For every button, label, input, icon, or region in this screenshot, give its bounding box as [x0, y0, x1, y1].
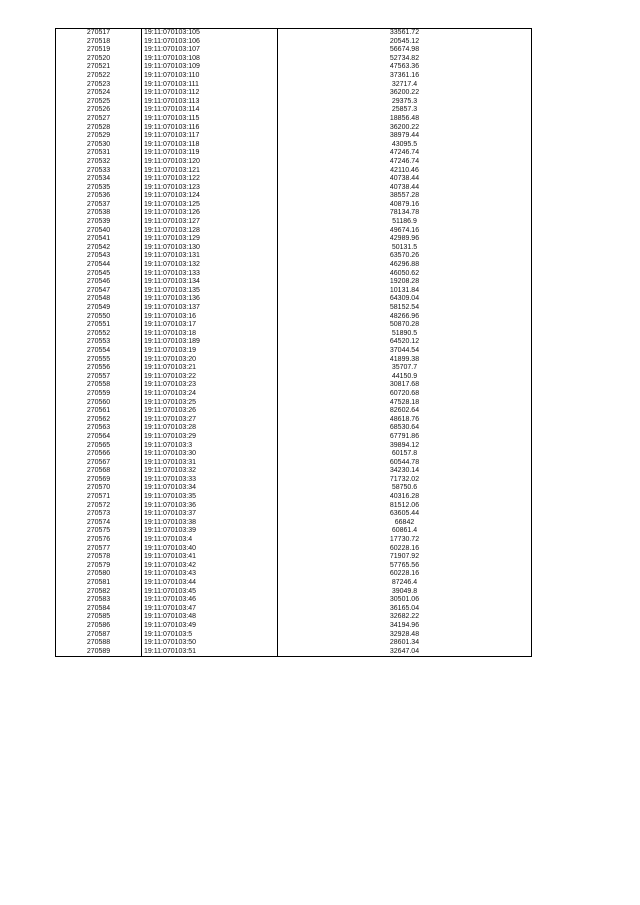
cadastral-number-cell: 19:11:070103:38	[142, 519, 278, 528]
table-row	[56, 545, 532, 554]
record-number-cell: 270570	[56, 484, 142, 493]
amount-cell: 18856.48	[278, 115, 532, 124]
cadastral-number-cell: 19:11:070103:119	[142, 149, 278, 158]
cadastral-number-cell: 19:11:070103:137	[142, 304, 278, 313]
table-row	[56, 356, 532, 365]
amount-cell: 52734.82	[278, 55, 532, 64]
cadastral-number-cell: 19:11:070103:22	[142, 373, 278, 382]
records-table-body	[56, 29, 532, 657]
record-number-cell: 270529	[56, 132, 142, 141]
table-row	[56, 313, 532, 322]
table-row	[56, 570, 532, 579]
amount-cell: 32647.04	[278, 648, 532, 657]
cadastral-number-cell: 19:11:070103:45	[142, 588, 278, 597]
record-number-cell: 270584	[56, 605, 142, 614]
cadastral-number-cell: 19:11:070103:130	[142, 244, 278, 253]
record-number-cell: 270535	[56, 184, 142, 193]
record-number-cell: 270547	[56, 287, 142, 296]
record-number-cell: 270577	[56, 545, 142, 554]
cadastral-number-cell: 19:11:070103:109	[142, 63, 278, 72]
table-row	[56, 527, 532, 536]
cadastral-number-cell: 19:11:070103:49	[142, 622, 278, 631]
record-number-cell: 270536	[56, 192, 142, 201]
amount-cell: 64309.04	[278, 295, 532, 304]
amount-cell: 37361.16	[278, 72, 532, 81]
cadastral-number-cell: 19:11:070103:120	[142, 158, 278, 167]
amount-cell: 50870.28	[278, 321, 532, 330]
table-row	[56, 304, 532, 313]
amount-cell: 40316.28	[278, 493, 532, 502]
record-number-cell: 270562	[56, 416, 142, 425]
cadastral-number-cell: 19:11:070103:123	[142, 184, 278, 193]
table-row	[56, 106, 532, 115]
table-row	[56, 321, 532, 330]
amount-cell: 19208.28	[278, 278, 532, 287]
cadastral-number-cell: 19:11:070103:51	[142, 648, 278, 657]
record-number-cell: 270575	[56, 527, 142, 536]
amount-cell: 25857.3	[278, 106, 532, 115]
amount-cell: 50131.5	[278, 244, 532, 253]
table-row	[56, 227, 532, 236]
amount-cell: 40879.16	[278, 201, 532, 210]
cadastral-number-cell: 19:11:070103:135	[142, 287, 278, 296]
record-number-cell: 270571	[56, 493, 142, 502]
table-row	[56, 218, 532, 227]
table-row	[56, 596, 532, 605]
amount-cell: 48266.96	[278, 313, 532, 322]
table-row	[56, 295, 532, 304]
amount-cell: 47246.74	[278, 158, 532, 167]
record-number-cell: 270549	[56, 304, 142, 313]
cadastral-number-cell: 19:11:070103:23	[142, 381, 278, 390]
record-number-cell: 270581	[56, 579, 142, 588]
record-number-cell: 270525	[56, 98, 142, 107]
amount-cell: 39894.12	[278, 442, 532, 451]
amount-cell: 60228.16	[278, 570, 532, 579]
amount-cell: 60720.68	[278, 390, 532, 399]
cadastral-number-cell: 19:11:070103:39	[142, 527, 278, 536]
table-row	[56, 347, 532, 356]
record-number-cell: 270573	[56, 510, 142, 519]
record-number-cell: 270555	[56, 356, 142, 365]
record-number-cell: 270572	[56, 502, 142, 511]
cadastral-number-cell: 19:11:070103:105	[142, 29, 278, 38]
amount-cell: 32928.48	[278, 631, 532, 640]
cadastral-number-cell: 19:11:070103:115	[142, 115, 278, 124]
record-number-cell: 270531	[56, 149, 142, 158]
record-number-cell: 270537	[56, 201, 142, 210]
amount-cell: 46050.62	[278, 270, 532, 279]
cadastral-number-cell: 19:11:070103:40	[142, 545, 278, 554]
table-row	[56, 252, 532, 261]
table-row	[56, 519, 532, 528]
table-row	[56, 330, 532, 339]
amount-cell: 32682.22	[278, 613, 532, 622]
table-row	[56, 562, 532, 571]
record-number-cell: 270567	[56, 459, 142, 468]
table-row	[56, 476, 532, 485]
record-number-cell: 270576	[56, 536, 142, 545]
table-row	[56, 605, 532, 614]
table-row	[56, 81, 532, 90]
table-row	[56, 46, 532, 55]
amount-cell: 17730.72	[278, 536, 532, 545]
amount-cell: 43095.5	[278, 141, 532, 150]
record-number-cell: 270541	[56, 235, 142, 244]
table-row	[56, 124, 532, 133]
record-number-cell: 270582	[56, 588, 142, 597]
amount-cell: 10131.84	[278, 287, 532, 296]
cadastral-number-cell: 19:11:070103:125	[142, 201, 278, 210]
table-row	[56, 38, 532, 47]
cadastral-number-cell: 19:11:070103:129	[142, 235, 278, 244]
table-row	[56, 579, 532, 588]
cadastral-number-cell: 19:11:070103:44	[142, 579, 278, 588]
record-number-cell: 270564	[56, 433, 142, 442]
cadastral-number-cell: 19:11:070103:37	[142, 510, 278, 519]
cadastral-number-cell: 19:11:070103:25	[142, 399, 278, 408]
record-number-cell: 270528	[56, 124, 142, 133]
amount-cell: 42989.96	[278, 235, 532, 244]
amount-cell: 39049.8	[278, 588, 532, 597]
table-row	[56, 450, 532, 459]
record-number-cell: 270534	[56, 175, 142, 184]
cadastral-number-cell: 19:11:070103:116	[142, 124, 278, 133]
record-number-cell: 270560	[56, 399, 142, 408]
amount-cell: 28601.34	[278, 639, 532, 648]
table-row	[56, 648, 532, 657]
table-row	[56, 381, 532, 390]
record-number-cell: 270545	[56, 270, 142, 279]
record-number-cell: 270587	[56, 631, 142, 640]
cadastral-number-cell: 19:11:070103:47	[142, 605, 278, 614]
amount-cell: 46296.88	[278, 261, 532, 270]
amount-cell: 60861.4	[278, 527, 532, 536]
amount-cell: 58750.6	[278, 484, 532, 493]
table-row	[56, 149, 532, 158]
cadastral-number-cell: 19:11:070103:127	[142, 218, 278, 227]
table-row	[56, 631, 532, 640]
amount-cell: 36200.22	[278, 124, 532, 133]
cadastral-number-cell: 19:11:070103:3	[142, 442, 278, 451]
record-number-cell: 270542	[56, 244, 142, 253]
record-number-cell: 270530	[56, 141, 142, 150]
amount-cell: 60157.8	[278, 450, 532, 459]
record-number-cell: 270533	[56, 167, 142, 176]
record-number-cell: 270548	[56, 295, 142, 304]
cadastral-number-cell: 19:11:070103:122	[142, 175, 278, 184]
record-number-cell: 270540	[56, 227, 142, 236]
cadastral-number-cell: 19:11:070103:4	[142, 536, 278, 545]
table-row	[56, 613, 532, 622]
table-row	[56, 399, 532, 408]
table-row	[56, 416, 532, 425]
amount-cell: 58152.54	[278, 304, 532, 313]
cadastral-number-cell: 19:11:070103:18	[142, 330, 278, 339]
table-row	[56, 175, 532, 184]
record-number-cell: 270546	[56, 278, 142, 287]
record-number-cell: 270557	[56, 373, 142, 382]
record-number-cell: 270556	[56, 364, 142, 373]
cadastral-number-cell: 19:11:070103:136	[142, 295, 278, 304]
amount-cell: 60544.78	[278, 459, 532, 468]
record-number-cell: 270568	[56, 467, 142, 476]
cadastral-number-cell: 19:11:070103:111	[142, 81, 278, 90]
amount-cell: 35707.7	[278, 364, 532, 373]
table-row	[56, 553, 532, 562]
cadastral-number-cell: 19:11:070103:16	[142, 313, 278, 322]
table-row	[56, 63, 532, 72]
record-number-cell: 270552	[56, 330, 142, 339]
table-row	[56, 89, 532, 98]
record-number-cell: 270532	[56, 158, 142, 167]
amount-cell: 47246.74	[278, 149, 532, 158]
amount-cell: 47563.36	[278, 63, 532, 72]
record-number-cell: 270543	[56, 252, 142, 261]
amount-cell: 57765.56	[278, 562, 532, 571]
records-table	[55, 28, 532, 657]
amount-cell: 37044.54	[278, 347, 532, 356]
record-number-cell: 270580	[56, 570, 142, 579]
table-row	[56, 373, 532, 382]
table-row	[56, 184, 532, 193]
cadastral-number-cell: 19:11:070103:132	[142, 261, 278, 270]
table-row	[56, 442, 532, 451]
amount-cell: 36165.04	[278, 605, 532, 614]
amount-cell: 41899.38	[278, 356, 532, 365]
amount-cell: 34230.14	[278, 467, 532, 476]
table-row	[56, 55, 532, 64]
amount-cell: 40738.44	[278, 175, 532, 184]
table-row	[56, 287, 532, 296]
amount-cell: 38557.28	[278, 192, 532, 201]
table-row	[56, 167, 532, 176]
cadastral-number-cell: 19:11:070103:21	[142, 364, 278, 373]
table-row	[56, 270, 532, 279]
record-number-cell: 270558	[56, 381, 142, 390]
amount-cell: 49674.16	[278, 227, 532, 236]
table-row	[56, 502, 532, 511]
cadastral-number-cell: 19:11:070103:28	[142, 424, 278, 433]
table-row	[56, 364, 532, 373]
cadastral-number-cell: 19:11:070103:121	[142, 167, 278, 176]
cadastral-number-cell: 19:11:070103:108	[142, 55, 278, 64]
amount-cell: 56674.98	[278, 46, 532, 55]
table-row	[56, 338, 532, 347]
record-number-cell: 270553	[56, 338, 142, 347]
amount-cell: 66842	[278, 519, 532, 528]
cadastral-number-cell: 19:11:070103:29	[142, 433, 278, 442]
amount-cell: 20545.12	[278, 38, 532, 47]
amount-cell: 32717.4	[278, 81, 532, 90]
table-row	[56, 390, 532, 399]
amount-cell: 82602.64	[278, 407, 532, 416]
record-number-cell: 270518	[56, 38, 142, 47]
record-number-cell: 270544	[56, 261, 142, 270]
table-row	[56, 510, 532, 519]
amount-cell: 36200.22	[278, 89, 532, 98]
amount-cell: 51186.9	[278, 218, 532, 227]
amount-cell: 87246.4	[278, 579, 532, 588]
record-number-cell: 270585	[56, 613, 142, 622]
cadastral-number-cell: 19:11:070103:124	[142, 192, 278, 201]
cadastral-number-cell: 19:11:070103:48	[142, 613, 278, 622]
record-number-cell: 270561	[56, 407, 142, 416]
record-number-cell: 270522	[56, 72, 142, 81]
amount-cell: 63605.44	[278, 510, 532, 519]
amount-cell: 71907.92	[278, 553, 532, 562]
cadastral-number-cell: 19:11:070103:41	[142, 553, 278, 562]
record-number-cell: 270538	[56, 209, 142, 218]
amount-cell: 40738.44	[278, 184, 532, 193]
cadastral-number-cell: 19:11:070103:27	[142, 416, 278, 425]
record-number-cell: 270520	[56, 55, 142, 64]
record-number-cell: 270523	[56, 81, 142, 90]
table-row	[56, 72, 532, 81]
table-row	[56, 201, 532, 210]
table-row	[56, 493, 532, 502]
cadastral-number-cell: 19:11:070103:50	[142, 639, 278, 648]
record-number-cell: 270527	[56, 115, 142, 124]
table-row	[56, 278, 532, 287]
amount-cell: 78134.78	[278, 209, 532, 218]
cadastral-number-cell: 19:11:070103:189	[142, 338, 278, 347]
cadastral-number-cell: 19:11:070103:20	[142, 356, 278, 365]
table-row	[56, 115, 532, 124]
amount-cell: 64520.12	[278, 338, 532, 347]
amount-cell: 63570.26	[278, 252, 532, 261]
amount-cell: 47528.18	[278, 399, 532, 408]
record-number-cell: 270578	[56, 553, 142, 562]
table-row	[56, 639, 532, 648]
cadastral-number-cell: 19:11:070103:26	[142, 407, 278, 416]
cadastral-number-cell: 19:11:070103:133	[142, 270, 278, 279]
table-row	[56, 158, 532, 167]
amount-cell: 60228.16	[278, 545, 532, 554]
record-number-cell: 270588	[56, 639, 142, 648]
cadastral-number-cell: 19:11:070103:43	[142, 570, 278, 579]
record-number-cell: 270563	[56, 424, 142, 433]
table-row	[56, 244, 532, 253]
table-row	[56, 192, 532, 201]
table-row	[56, 433, 532, 442]
table-row	[56, 484, 532, 493]
record-number-cell: 270569	[56, 476, 142, 485]
amount-cell: 44150.9	[278, 373, 532, 382]
record-number-cell: 270524	[56, 89, 142, 98]
record-number-cell: 270519	[56, 46, 142, 55]
table-row	[56, 622, 532, 631]
amount-cell: 30817.68	[278, 381, 532, 390]
table-row	[56, 407, 532, 416]
cadastral-number-cell: 19:11:070103:35	[142, 493, 278, 502]
cadastral-number-cell: 19:11:070103:36	[142, 502, 278, 511]
cadastral-number-cell: 19:11:070103:118	[142, 141, 278, 150]
record-number-cell: 270565	[56, 442, 142, 451]
cadastral-number-cell: 19:11:070103:46	[142, 596, 278, 605]
table-row	[56, 536, 532, 545]
cadastral-number-cell: 19:11:070103:114	[142, 106, 278, 115]
amount-cell: 71732.02	[278, 476, 532, 485]
cadastral-number-cell: 19:11:070103:126	[142, 209, 278, 218]
cadastral-number-cell: 19:11:070103:128	[142, 227, 278, 236]
cadastral-number-cell: 19:11:070103:113	[142, 98, 278, 107]
record-number-cell: 270521	[56, 63, 142, 72]
table-row	[56, 98, 532, 107]
table-row	[56, 132, 532, 141]
record-number-cell: 270550	[56, 313, 142, 322]
cadastral-number-cell: 19:11:070103:31	[142, 459, 278, 468]
amount-cell: 38979.44	[278, 132, 532, 141]
cadastral-number-cell: 19:11:070103:106	[142, 38, 278, 47]
cadastral-number-cell: 19:11:070103:131	[142, 252, 278, 261]
cadastral-number-cell: 19:11:070103:5	[142, 631, 278, 640]
amount-cell: 34194.96	[278, 622, 532, 631]
table-row	[56, 141, 532, 150]
amount-cell: 33561.72	[278, 29, 532, 38]
amount-cell: 51890.5	[278, 330, 532, 339]
table-row	[56, 209, 532, 218]
amount-cell: 67791.86	[278, 433, 532, 442]
cadastral-number-cell: 19:11:070103:17	[142, 321, 278, 330]
cadastral-number-cell: 19:11:070103:34	[142, 484, 278, 493]
table-row	[56, 467, 532, 476]
record-number-cell: 270574	[56, 519, 142, 528]
record-number-cell: 270526	[56, 106, 142, 115]
record-number-cell: 270589	[56, 648, 142, 657]
table-row	[56, 29, 532, 38]
record-number-cell: 270539	[56, 218, 142, 227]
table-row	[56, 235, 532, 244]
record-number-cell: 270559	[56, 390, 142, 399]
record-number-cell: 270586	[56, 622, 142, 631]
record-number-cell: 270551	[56, 321, 142, 330]
table-row	[56, 588, 532, 597]
table-row	[56, 424, 532, 433]
record-number-cell: 270583	[56, 596, 142, 605]
record-number-cell: 270579	[56, 562, 142, 571]
cadastral-number-cell: 19:11:070103:134	[142, 278, 278, 287]
amount-cell: 30501.06	[278, 596, 532, 605]
cadastral-number-cell: 19:11:070103:32	[142, 467, 278, 476]
cadastral-number-cell: 19:11:070103:30	[142, 450, 278, 459]
amount-cell: 81512.06	[278, 502, 532, 511]
cadastral-number-cell: 19:11:070103:117	[142, 132, 278, 141]
amount-cell: 68530.64	[278, 424, 532, 433]
amount-cell: 42110.46	[278, 167, 532, 176]
cadastral-number-cell: 19:11:070103:42	[142, 562, 278, 571]
cadastral-number-cell: 19:11:070103:33	[142, 476, 278, 485]
cadastral-number-cell: 19:11:070103:110	[142, 72, 278, 81]
record-number-cell: 270566	[56, 450, 142, 459]
cadastral-number-cell: 19:11:070103:107	[142, 46, 278, 55]
cadastral-number-cell: 19:11:070103:24	[142, 390, 278, 399]
cadastral-number-cell: 19:11:070103:19	[142, 347, 278, 356]
table-row	[56, 459, 532, 468]
record-number-cell: 270517	[56, 29, 142, 38]
cadastral-number-cell: 19:11:070103:112	[142, 89, 278, 98]
table-row	[56, 261, 532, 270]
amount-cell: 48618.76	[278, 416, 532, 425]
record-number-cell: 270554	[56, 347, 142, 356]
amount-cell: 29375.3	[278, 98, 532, 107]
